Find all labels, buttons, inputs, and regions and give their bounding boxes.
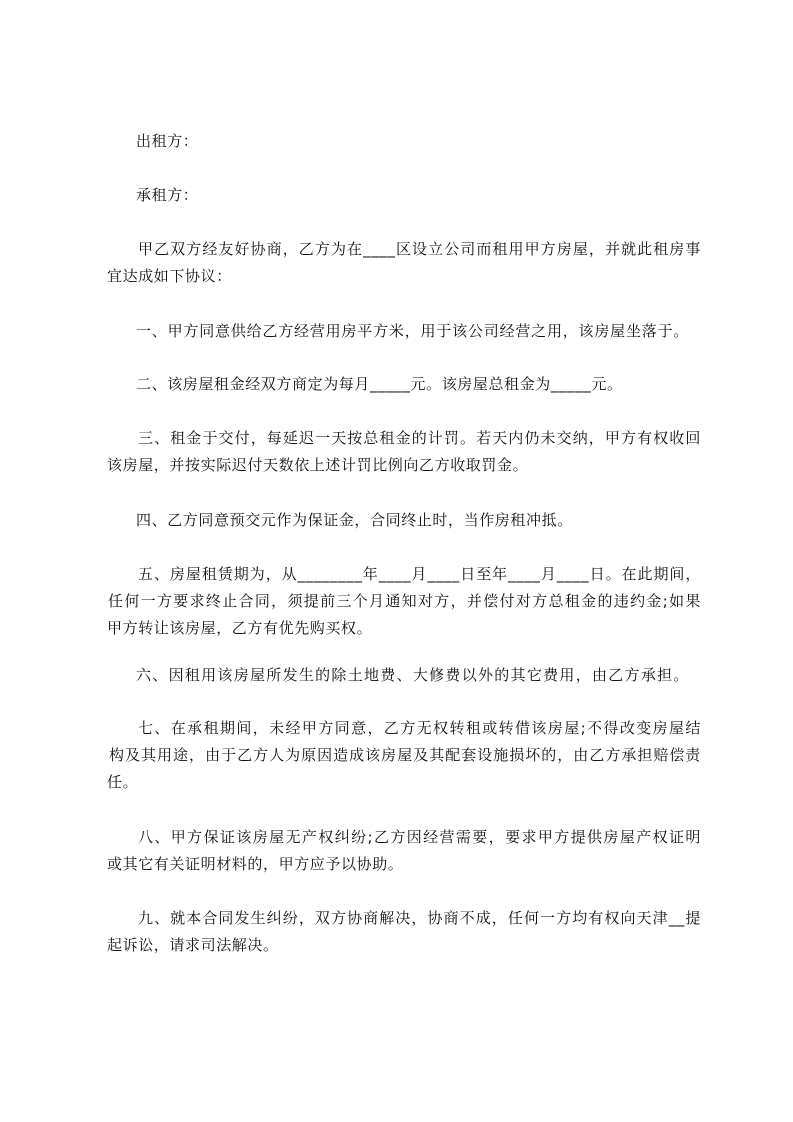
intro-line-2: 宜达成如下协议： [107, 267, 232, 285]
lessee-label: 承租方： [136, 186, 199, 204]
clause-9-line-2: 起诉讼，请求司法解决。 [107, 936, 279, 954]
clause-9-line-1: 九、就本合同发生纠纷，双方协商解决，协商不成，任何一方均有权向天津__提 [138, 909, 701, 927]
clause-5-line-1: 五、房屋租赁期为，从________年____月____日至年____月____日。在此期间， [138, 565, 701, 583]
clause-3-line-1: 三、租金于交付，每延迟一天按总租金的计罚。若天内仍未交纳，甲方有权收回 [138, 429, 701, 447]
clause-8-line-2: 或其它有关证明材料的，甲方应予以协助。 [107, 855, 404, 873]
clause-2: 二、该房屋租金经双方商定为每月_____元。该房屋总租金为_____元。 [136, 375, 623, 393]
clause-5-line-2: 任何一方要求终止合同，须提前三个月通知对方，并偿付对方总租金的违约金;如果 [108, 592, 701, 610]
clause-7-line-3: 任。 [107, 773, 139, 791]
clause-8-line-1: 八、甲方保证该房屋无产权纠纷;乙方因经营需要，要求甲方提供房屋产权证明 [138, 828, 701, 846]
clause-5-line-3: 甲方转让该房屋，乙方有优先购买权。 [107, 619, 373, 637]
clause-1: 一、甲方同意供给乙方经营用房平方米，用于该公司经营之用，该房屋坐落于。 [136, 322, 689, 340]
clause-3-line-2: 该房屋，并按实际迟付天数依上述计罚比例向乙方收取罚金。 [107, 456, 529, 474]
clause-7-line-2: 构及其用途，由于乙方人为原因造成该房屋及其配套设施损坏的，由乙方承担赔偿责 [109, 746, 701, 764]
clause-7-line-1: 七、在承租期间，未经甲方同意，乙方无权转租或转借该房屋;不得改变房屋结 [138, 719, 701, 737]
intro-line-1: 甲乙双方经友好协商，乙方为在____区设立公司而租用甲方房屋，并就此租房事 [138, 240, 701, 258]
lessor-label: 出租方： [136, 132, 199, 150]
clause-4: 四、乙方同意预交元作为保证金，合同终止时，当作房租冲抵。 [136, 511, 573, 529]
clause-6: 六、因租用该房屋所发生的除土地费、大修费以外的其它费用，由乙方承担。 [136, 666, 689, 684]
